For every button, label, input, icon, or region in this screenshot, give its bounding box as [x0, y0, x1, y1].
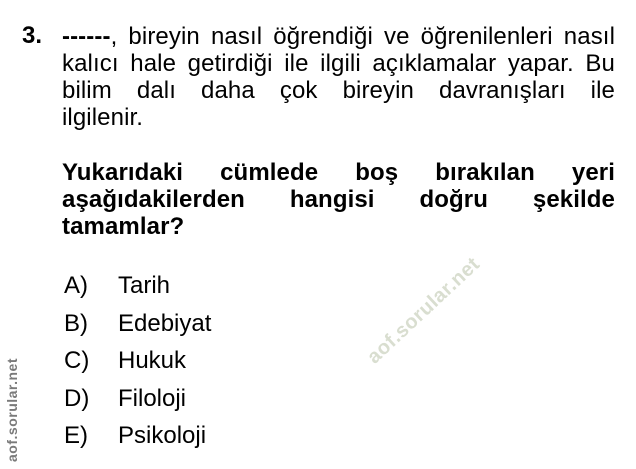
- question-stem-line-1: Yukarıdaki cümlede boş bırakılan yeri: [62, 159, 615, 186]
- question-body-line-4: ilgilenir.: [62, 104, 144, 131]
- option-a: [64, 271, 484, 301]
- watermark-diagonal: aof.sorular.net: [363, 253, 485, 369]
- question-body-line-3: bilim dalı daha çok bireyin davranışları ile: [62, 77, 615, 104]
- option-a-label: Tarih: [118, 272, 171, 299]
- option-e: [64, 421, 484, 451]
- options-list: [64, 271, 484, 459]
- question-stem-line-3: tamamlar?: [62, 213, 185, 240]
- blank-dashes: ------: [62, 23, 111, 50]
- question-number: 3.: [22, 22, 43, 49]
- option-d-label: Filoloji: [118, 384, 187, 412]
- question-body: [62, 23, 615, 131]
- question-body-line-1: [62, 23, 615, 50]
- option-b-label: Edebiyat: [118, 309, 212, 337]
- question-stem-line-2: aşağıdakilerden hangisi doğru şekilde: [62, 186, 615, 213]
- option-d: [64, 384, 484, 414]
- question-stem: [62, 159, 615, 240]
- option-a-letter: A): [64, 272, 88, 299]
- option-c-letter: C): [64, 347, 90, 374]
- option-d-letter: D): [64, 384, 90, 412]
- option-b-letter: B): [64, 309, 88, 337]
- question-body-line-1-text: , bireyin nasıl öğrendiği ve öğrenilenleri nasıl: [110, 23, 615, 50]
- option-e-label: Psikoloji: [118, 422, 207, 449]
- option-b: [64, 309, 484, 339]
- option-c-label: Hukuk: [118, 347, 187, 374]
- question-body-line-2: kalıcı hale getirdiği ile ilgili açıklamalar yapar. Bu: [62, 50, 615, 77]
- option-c: [64, 346, 484, 376]
- watermark-side: aof.sorular.net: [4, 358, 20, 462]
- option-e-letter: E): [64, 422, 88, 449]
